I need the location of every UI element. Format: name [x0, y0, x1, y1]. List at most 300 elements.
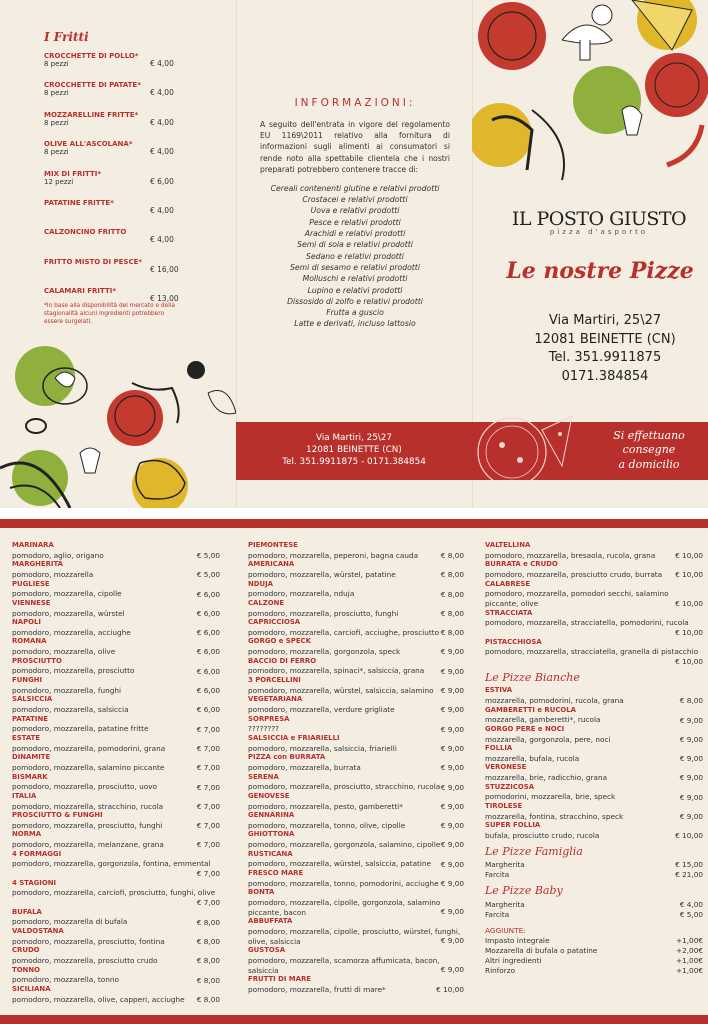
menu-item	[485, 966, 703, 976]
menu-item-price: € 9,00	[440, 907, 464, 917]
menu-item-name: PATATINE	[12, 714, 48, 723]
menu-item-name: NDUJA	[248, 579, 273, 588]
fritti-item-name: MIX DI FRITTI*	[44, 169, 102, 178]
logo-name: IL POSTO GIUSTO	[511, 208, 687, 230]
logo-tagline: pizza d'asporto	[549, 228, 649, 236]
menu-item	[248, 695, 464, 714]
menu-item-desc: pomodoro, mozzarella di bufala	[12, 917, 128, 927]
fritti-item-price: € 4,00	[150, 59, 174, 68]
allergen-item: Latte e derivati, incluso lattosio	[294, 319, 416, 329]
delivery-line: Si effettuano	[613, 429, 685, 442]
menu-item-price: € 8,00	[440, 608, 464, 618]
menu-item-desc: pomodoro, mozzarella, pesto, gamberetti*	[248, 801, 403, 811]
fritti-item	[44, 199, 194, 228]
menu-item-price: € 9,00	[440, 647, 464, 657]
menu-item-name: NORMA	[12, 830, 42, 839]
menu-item-name: PIEMONTESE	[248, 541, 298, 549]
menu-item-desc: pomodoro, mozzarella, cipolle, gorgonzola, salamino piccante, bacon	[248, 898, 441, 917]
menu-item-name: GORGO PERE e NOCI	[485, 724, 565, 733]
menu-item	[12, 657, 220, 676]
menu-item-name: SALSICCIA e FRIARIELLI	[248, 733, 340, 742]
menu-item-desc: pomodoro, mozzarella, würstel, salsiccia, patatine	[248, 859, 432, 869]
menu-item-price: € 6,00	[196, 705, 220, 715]
band-line: 12081 BEINETTE (CN)	[306, 444, 402, 455]
menu-item	[248, 676, 464, 695]
allergen-item: Arachidi e relativi prodotti	[304, 228, 406, 238]
menu-item-desc: pomodoro, mozzarella, stracciatella, pomodorini, rucola	[485, 618, 689, 628]
menu-item	[248, 917, 464, 946]
menu-item	[12, 753, 220, 772]
fritti-item	[44, 258, 194, 287]
menu-item-desc: pomodoro, mozzarella, prosciutto, fontina	[12, 936, 165, 946]
menu-item-desc: Altri ingredienti	[485, 955, 542, 965]
logo	[498, 208, 700, 236]
fritti-item-desc: 8 pezzi	[44, 118, 69, 127]
menu-item-name: FRESCO MARE	[248, 869, 304, 878]
menu-item-price: € 7,00	[196, 821, 220, 831]
menu-item-name: FRUTTI DI MARE	[248, 975, 312, 984]
menu-item-desc: pomodoro, mozzarella, gorgonzola, speck	[248, 647, 401, 657]
menu-item-price: € 6,00	[196, 608, 220, 618]
delivery-line: consegne	[622, 443, 676, 457]
allergen-item: Frutta a guscio	[326, 308, 384, 318]
allergen-item: Uova e relativi prodotti	[310, 206, 400, 216]
menu-item-price: € 9,00	[440, 859, 464, 869]
menu-item-price: € 10,00	[675, 598, 703, 608]
menu-item-price: € 8,00	[196, 956, 220, 966]
menu-inside-panel	[0, 519, 708, 1024]
address-band	[236, 422, 472, 480]
menu-item	[248, 657, 464, 676]
menu-item	[248, 599, 464, 618]
menu-item	[485, 725, 703, 744]
menu-item-price: € 9,00	[679, 754, 703, 764]
menu-item-desc: pomodoro, mozzarella, gorgonzola, fontina, emmental	[12, 859, 211, 869]
menu-item-desc: pomodoro, mozzarella, prosciutto	[12, 666, 135, 676]
fritti-item-desc: 8 pezzi	[44, 60, 69, 68]
menu-item-desc: pomodoro, mozzarella, tonno	[12, 975, 119, 985]
menu-item-name: PROSCIUTTO & FUNGHI	[12, 811, 103, 820]
menu-item	[485, 763, 703, 782]
menu-item	[485, 910, 703, 920]
fritti-item-name: MOZZARELLINE FRITTE*	[44, 110, 139, 119]
menu-item-desc: pomodoro, mozzarella, würstel, patatine	[248, 570, 396, 579]
menu-item-price: € 7,00	[196, 743, 220, 753]
menu-item	[12, 599, 220, 618]
menu-item	[248, 715, 464, 734]
menu-heading: Le nostre Pizze	[506, 258, 694, 284]
menu-item-name: DINAMITE	[12, 753, 51, 762]
aggiunte-title: AGGIUNTE:	[485, 926, 526, 936]
menu-item-price: +1,00€	[675, 955, 703, 965]
menu-item	[12, 734, 220, 753]
menu-item-price: € 7,00	[196, 868, 220, 878]
menu-item-desc: pomodoro, mozzarella, würstel	[12, 608, 125, 618]
menu-item-price: € 7,00	[196, 897, 220, 907]
menu-item-name: MARINARA	[12, 541, 54, 549]
band-line: Tel. 351.9911875 - 0171.384854	[282, 456, 426, 467]
menu-item-desc: pomodoro, mozzarella, carciofi, acciughe, prosciutto	[248, 627, 440, 637]
menu-item-price: € 9,00	[440, 965, 464, 975]
fritti-item-price: € 4,00	[150, 205, 174, 215]
menu-item-desc: pomodoro, mozzarella, acciughe	[12, 627, 131, 637]
menu-item	[485, 541, 703, 560]
menu-item-name: CALABRESE	[485, 579, 531, 588]
menu-item-price: € 8,00	[196, 917, 220, 927]
menu-item	[12, 773, 220, 792]
pizze-column	[485, 541, 703, 976]
fritti-item-name: OLIVE ALL'ASCOLANA*	[44, 140, 133, 149]
menu-item-price: € 9,00	[440, 743, 464, 753]
menu-item-name: TONNO	[12, 965, 40, 974]
menu-item-name: FOLLIA	[485, 744, 513, 753]
menu-item-desc: Margherita	[485, 900, 525, 910]
menu-item-price: € 9,00	[679, 773, 703, 783]
menu-item	[12, 879, 220, 908]
menu-item-name: 4 FORMAGGI	[12, 849, 62, 858]
menu-item-price: € 8,00	[440, 589, 464, 599]
food-illustration	[472, 0, 708, 190]
menu-item	[248, 946, 464, 975]
menu-item-name: PUGLIESE	[12, 579, 50, 588]
fritti-title: I Fritti	[44, 30, 89, 44]
menu-item-price: € 9,00	[440, 936, 464, 946]
menu-item-desc: pomodoro, mozzarella, funghi	[12, 685, 122, 695]
menu-item-price: € 9,00	[440, 821, 464, 831]
menu-item-price: € 8,00	[196, 975, 220, 985]
menu-item-price: € 9,00	[440, 763, 464, 773]
menu-item-price: € 10,00	[675, 656, 703, 666]
menu-item-name: ABBUFFATA	[248, 917, 293, 926]
menu-item-name: ESTATE	[12, 733, 41, 742]
menu-item-price: € 15,00	[675, 860, 703, 870]
menu-item-name: GHIOTTONA	[248, 830, 295, 839]
menu-item	[485, 609, 703, 638]
menu-item-desc: mozzarella, bufala, rucola	[485, 753, 580, 763]
menu-item-price: € 9,00	[440, 724, 464, 734]
fritti-item	[44, 140, 194, 169]
menu-item	[485, 802, 703, 821]
menu-item-price: € 9,00	[440, 801, 464, 811]
fritti-item-price: € 4,00	[150, 147, 174, 157]
menu-item-name: PISTACCHIOSA	[485, 637, 542, 646]
menu-item-desc: pomodorini, mozzarella, brie, speck	[485, 792, 616, 802]
allergen-item: Lupino e relativi prodotti	[307, 285, 403, 295]
menu-item-price: € 5,00	[679, 910, 703, 920]
menu-item-name: BONTA	[248, 888, 275, 897]
menu-item-name: 3 PORCELLINI	[248, 676, 301, 685]
allergen-item: Sedano e relativi prodotti	[306, 251, 404, 261]
menu-item	[12, 792, 220, 811]
fritti-item	[44, 52, 194, 81]
menu-item	[248, 850, 464, 869]
menu-item-name: TIROLESE	[485, 802, 523, 811]
menu-item-name: PIZZA con BURRATA	[248, 753, 326, 762]
menu-item	[12, 580, 220, 599]
info-paragraph: A seguito dell'entrata in vigore del regolamento EU 1169\2011 relativo alla fornitura di informazioni sugli alimenti ai consumatori si rende noto alla spettabile clientela che i nostri preparati potrebbero contenere tracce di:	[260, 120, 450, 174]
menu-item-price: € 9,00	[679, 715, 703, 725]
pizze-column	[12, 541, 220, 1004]
fritti-item-name: CROCCHETTE DI POLLO*	[44, 52, 139, 60]
menu-item-desc: mozzarella, pomodorini, rucola, grana	[485, 696, 624, 705]
menu-item-price: € 4,00	[679, 900, 703, 910]
menu-item	[12, 850, 220, 879]
menu-item-name: RUSTICANA	[248, 849, 293, 858]
menu-item-name: SALSICCIA	[12, 695, 53, 704]
menu-item-price: € 9,00	[440, 879, 464, 889]
allergen-item: Dissosido di zolfo e relativi prodotti	[287, 296, 423, 306]
menu-item-desc: mozzarella, gamberetti*, rucola	[485, 715, 601, 725]
menu-item	[248, 869, 464, 888]
menu-item-desc: pomodoro, mozzarella, würstel, salsiccia, salamino	[248, 685, 434, 695]
fritti-item-name: PATATINE FRITTE*	[44, 198, 114, 207]
menu-item-desc: Impasto integrale	[485, 935, 550, 945]
menu-item-desc: pomodoro, mozzarella, olive, capperi, acciughe	[12, 994, 185, 1004]
menu-item-name: VEGETARIANA	[248, 695, 303, 704]
menu-item-desc: pomodoro, mozzarella, prosciutto, funghi	[12, 820, 163, 830]
menu-item-price: € 6,00	[196, 686, 220, 696]
info-section	[260, 96, 450, 330]
menu-item-price: € 9,00	[440, 840, 464, 850]
menu-item-desc: pomodoro, mozzarella, salamino piccante	[12, 762, 165, 772]
bottom-bar	[0, 1015, 708, 1024]
allergen-item: Crostacei e relativi prodotti	[302, 195, 408, 205]
pizza-icon	[472, 410, 590, 480]
fritti-note: *In base alla disponibilità del mercato e della stagionalità alcuni ingredienti potrebbero essere surgelati.	[44, 303, 175, 326]
menu-item-name: SERENA	[248, 772, 279, 781]
menu-item-desc: mozzarella, gorgonzola, pere, noci	[485, 734, 611, 744]
fritti-section	[44, 30, 194, 317]
fritti-item	[44, 111, 194, 140]
menu-item-price: € 9,00	[679, 734, 703, 744]
menu-item-desc: pomodoro, mozzarella, prosciutto crudo	[12, 956, 158, 966]
menu-item-price: € 6,00	[196, 647, 220, 657]
menu-item	[12, 830, 220, 849]
menu-item-price: € 9,00	[440, 686, 464, 696]
menu-item-desc: pomodoro, mozzarella, salsiccia	[12, 705, 129, 715]
menu-item-price: € 8,00	[440, 628, 464, 638]
allergen-item: Molluschi e relativi prodotti	[302, 274, 408, 284]
contact-block	[520, 312, 690, 387]
menu-item-price: +1,00€	[675, 965, 703, 975]
menu-item	[248, 541, 464, 560]
menu-item-price: € 21,00	[675, 870, 703, 880]
menu-item-name: BISMARK	[12, 772, 48, 781]
menu-item	[12, 985, 220, 1004]
delivery-line: a domicilio	[618, 457, 680, 471]
menu-item	[248, 734, 464, 753]
menu-item	[485, 946, 703, 956]
menu-item-desc: pomodoro, mozzarella, stracciatella, granella di pistacchio	[485, 647, 699, 657]
menu-item-price: € 9,00	[679, 812, 703, 822]
contact-tel2: 0171.384854	[561, 369, 649, 385]
menu-item-price: € 5,00	[196, 570, 220, 580]
menu-item-desc: Rinforzo	[485, 965, 516, 975]
menu-item	[12, 676, 220, 695]
menu-item-price: € 6,00	[196, 666, 220, 676]
baby-title: Le Pizze Baby	[485, 884, 563, 898]
menu-item-desc: pomodoro, mozzarella, peperoni, bagna cauda	[248, 550, 419, 560]
allergen-item: Semi di soia e relativi prodotti	[297, 240, 413, 250]
menu-item-name: CRUDO	[12, 946, 40, 955]
contact-city: 12081 BEINETTE (CN)	[534, 331, 676, 347]
menu-item-desc: pomodoro, mozzarella, prosciutto, funghi	[248, 608, 399, 618]
menu-item-name: GENNARINA	[248, 811, 295, 820]
menu-item-name: MARGHERITA	[12, 560, 63, 569]
menu-item-price: € 8,00	[196, 994, 220, 1004]
fritti-item	[44, 228, 194, 257]
fritti-item	[44, 170, 194, 199]
menu-item-desc: pomodoro, mozzarella, carciofi, prosciutto, funghi, olive	[12, 888, 216, 898]
menu-item-name: AMERICANA	[248, 560, 295, 569]
menu-item-name: GENOVESE	[248, 791, 290, 800]
menu-item	[12, 966, 220, 985]
contact-tel: Tel. 351.9911875	[548, 350, 662, 366]
menu-item-desc: pomodoro, mozzarella, pomodorini, grana	[12, 743, 166, 753]
menu-item-desc: pomodoro, mozzarella, nduja	[248, 589, 355, 599]
menu-item	[485, 936, 703, 946]
fritti-item-name: CALZONCINO FRITTO	[44, 228, 127, 237]
menu-item-name: GAMBERETTI e RUCOLA	[485, 705, 576, 714]
delivery-band	[590, 422, 708, 480]
menu-item	[485, 900, 703, 910]
menu-item-desc: pomodoro, mozzarella, scamorza affumicata, bacon, salsiccia	[248, 956, 440, 975]
menu-item	[248, 773, 464, 792]
menu-item-price: € 5,00	[196, 551, 220, 560]
menu-item-name: CALZONE	[248, 598, 285, 607]
allergen-item: Pesce e relativi prodotti	[309, 217, 401, 227]
famiglia-title: Le Pizze Famiglia	[485, 844, 583, 858]
menu-item-name: VERONESE	[485, 763, 527, 772]
menu-item-price: € 9,00	[440, 782, 464, 792]
menu-item-name: STUZZICOSA	[485, 782, 535, 791]
menu-item-name: BURRATA e CRUDO	[485, 560, 558, 569]
menu-item	[248, 975, 464, 994]
menu-item	[12, 541, 220, 560]
menu-item-desc: mozzarella, fontina, stracchino, speck	[485, 811, 624, 821]
fritti-item-name: CALAMARI FRITTI*	[44, 287, 116, 296]
menu-item-name: SORPRESA	[248, 714, 290, 723]
menu-item-price: +1,00€	[675, 935, 703, 945]
menu-item-price: € 6,00	[196, 589, 220, 599]
menu-item-name: CAPRICCIOSA	[248, 618, 301, 627]
menu-item-desc: pomodoro, mozzarella, cipolle, prosciutto, würstel, funghi, olive, salsiccia	[248, 927, 461, 946]
menu-item-name: ESTIVA	[485, 686, 513, 695]
menu-item-desc: pomodoro, mozzarella, burrata	[248, 762, 361, 772]
menu-item	[485, 860, 703, 870]
menu-item-name: VALTELLINA	[485, 541, 531, 549]
menu-item-desc: pomodoro, mozzarella, verdure grigliate	[248, 705, 395, 715]
menu-item-desc: pomodoro, mozzarella, prosciutto, stracchino, rucola	[248, 782, 441, 792]
menu-item-desc: pomodoro, mozzarella, tonno, olive, cipolle	[248, 820, 406, 830]
menu-item	[485, 744, 703, 763]
fritti-item-desc: 8 pezzi	[44, 148, 69, 157]
info-title: INFORMAZIONI:	[294, 97, 416, 109]
menu-item	[12, 618, 220, 637]
menu-item	[485, 686, 703, 705]
menu-item-price: € 9,00	[440, 705, 464, 715]
contact-address: Via Martiri, 25\27	[548, 313, 662, 328]
fritti-item-name: CROCCHETTE DI PATATE*	[44, 81, 141, 90]
menu-item-name: BUFALA	[12, 907, 42, 916]
fritti-item-price: € 4,00	[150, 88, 174, 98]
menu-item-price: € 7,00	[196, 840, 220, 850]
menu-item-price: € 10,00	[675, 831, 703, 841]
menu-item-desc: pomodoro, mozzarella, pomodori secchi, salamino piccante, olive	[485, 589, 669, 608]
menu-item-name: VIENNESE	[12, 598, 51, 607]
fritti-item-price: € 13,00	[150, 294, 179, 304]
menu-outside-panel	[0, 0, 708, 508]
menu-item-price: € 10,00	[675, 627, 703, 637]
fritti-item-price: € 16,00	[150, 264, 179, 274]
menu-item-desc: pomodoro, mozzarella, patatine fritte	[12, 724, 149, 734]
menu-item-price: € 8,00	[679, 696, 703, 706]
menu-item-desc: pomodoro, mozzarella, gorgonzola, salamino, cipolle	[248, 840, 441, 850]
menu-item-desc: Mozzarella di bufala o patatine	[485, 945, 598, 955]
menu-item-desc: Farcita	[485, 870, 510, 880]
menu-item	[12, 715, 220, 734]
menu-item	[12, 946, 220, 965]
menu-item-desc: pomodoro, mozzarella, bresaola, rucola, grana	[485, 550, 656, 560]
menu-item-price: € 7,00	[196, 801, 220, 811]
menu-item-name: SICILIANA	[12, 984, 51, 993]
menu-item-desc: bufala, prosciutto crudo, rucola	[485, 831, 600, 841]
menu-item-name: FUNGHI	[12, 676, 43, 685]
menu-item-name: ROMANA	[12, 637, 47, 646]
menu-item-price: € 10,00	[436, 985, 464, 995]
menu-item	[485, 638, 703, 667]
menu-item-desc: Margherita	[485, 860, 525, 870]
allergen-list	[260, 183, 450, 330]
fritti-item-price: € 6,00	[150, 176, 174, 186]
bianche-title: Le Pizze Bianche	[485, 670, 580, 684]
menu-item-name: VALDOSTANA	[12, 927, 64, 936]
menu-item-desc: pomodoro, mozzarella, tonno, pomodorini, acciughe	[248, 878, 439, 888]
allergen-item: Semi di sesamo e relativi prodotti	[290, 262, 420, 272]
menu-item-desc: pomodoro, mozzarella, melanzane, grana	[12, 840, 164, 850]
menu-item-desc: ????????	[248, 724, 279, 734]
menu-item-price: € 9,00	[679, 792, 703, 802]
menu-item-name: 4 STAGIONI	[12, 878, 57, 887]
pizza-band	[472, 422, 590, 480]
menu-item-price: € 6,00	[196, 628, 220, 638]
menu-item-price: € 7,00	[196, 782, 220, 792]
menu-item-desc: pomodoro, mozzarella, frutti di mare*	[248, 985, 386, 995]
food-illustration	[0, 338, 236, 508]
menu-item-price: € 10,00	[675, 551, 703, 560]
menu-item-price: € 7,00	[196, 763, 220, 773]
menu-item	[12, 927, 220, 946]
menu-item	[12, 908, 220, 927]
band-line: Via Martiri, 25\27	[316, 433, 392, 443]
menu-item	[485, 580, 703, 609]
menu-item	[485, 783, 703, 802]
menu-item	[12, 637, 220, 656]
menu-item	[485, 956, 703, 966]
menu-item-desc: pomodoro, mozzarella, cipolle	[12, 589, 122, 599]
menu-item-desc: pomodoro, mozzarella, prosciutto, uovo	[12, 782, 158, 792]
fritti-item-desc: 12 pezzi	[44, 177, 74, 186]
menu-item-desc: pomodoro, mozzarella, prosciutto crudo, burrata	[485, 570, 663, 579]
menu-item-price: +2,00€	[675, 945, 703, 955]
menu-item	[248, 888, 464, 917]
menu-item	[248, 580, 464, 599]
menu-item	[485, 821, 703, 840]
menu-item-name: GORGO e SPECK	[248, 637, 311, 646]
fritti-item-name: FRITTO MISTO DI PESCE*	[44, 257, 143, 266]
fritti-item-price: € 4,00	[150, 235, 174, 245]
menu-item	[485, 706, 703, 725]
